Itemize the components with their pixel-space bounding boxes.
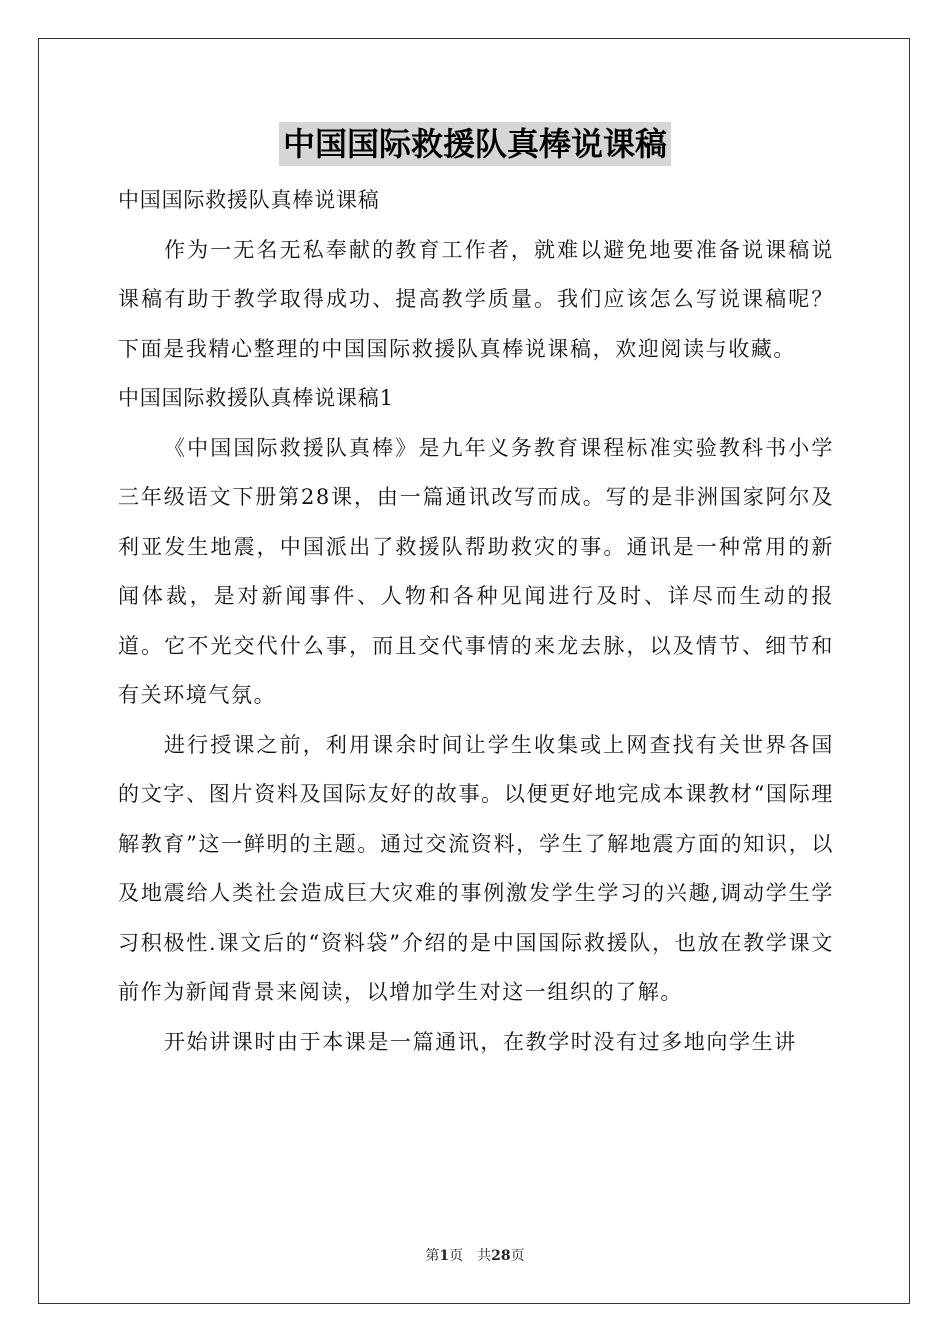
- document-body: [118, 176, 834, 1067]
- body-paragraph: 开始讲课时由于本课是一篇通讯，在教学时没有过多地向学生讲: [164, 1029, 797, 1054]
- document-title: 中国国际救援队真棒说课稿: [279, 122, 671, 166]
- intro-paragraph: 作为一无名无私奉献的教育工作者，就难以避免地要准备说课稿说课稿有助于教学取得成功、提高教学质量。我们应该怎么写说课稿呢？下面是我精心整理的中国国际救援队真棒说课稿，欢迎阅读与收藏。: [118, 237, 834, 361]
- page-prefix: 第: [425, 1248, 440, 1264]
- page-footer: [0, 1245, 950, 1265]
- page-number: 1: [439, 1248, 450, 1264]
- title-area: [0, 122, 950, 166]
- document-subtitle: 中国国际救援队真棒说课稿: [118, 188, 380, 212]
- total-prefix: 共: [477, 1248, 492, 1264]
- body-paragraph: 《中国国际救援队真棒》是九年义务教育课程标准实验教科书小学三年级语文下册第28课，由一篇通讯改写而成。写的是非洲国家阿尔及利亚发生地震，中国派出了救援队帮助救灾的事。通讯是一种常用的新闻体裁，是对新闻事件、人物和各种见闻进行及时、详尽而生动的报道。它不光交代什么事，而且交代事情的来龙去脉，以及情节、细节和有关环境气氛。: [118, 435, 834, 707]
- section-heading: 中国国际救援队真棒说课稿1: [118, 386, 394, 410]
- total-suffix: 页: [510, 1248, 525, 1264]
- total-pages: 28: [491, 1248, 511, 1264]
- body-paragraph: 进行授课之前，利用课余时间让学生收集或上网查找有关世界各国的文字、图片资料及国际友好的故事。以便更好地完成本课教材“国际理解教育”这一鲜明的主题。通过交流资料，学生了解地震方面的知识，以及地震给人类社会造成巨大灾难的事例激发学生学习的兴趣,调动学生学习积极性.课文后的“资料袋”介绍的是中国国际救援队，也放在教学课文前作为新闻背景来阅读，以增加学生对这一组织的了解。: [118, 732, 834, 1004]
- page-suffix: 页: [449, 1248, 464, 1264]
